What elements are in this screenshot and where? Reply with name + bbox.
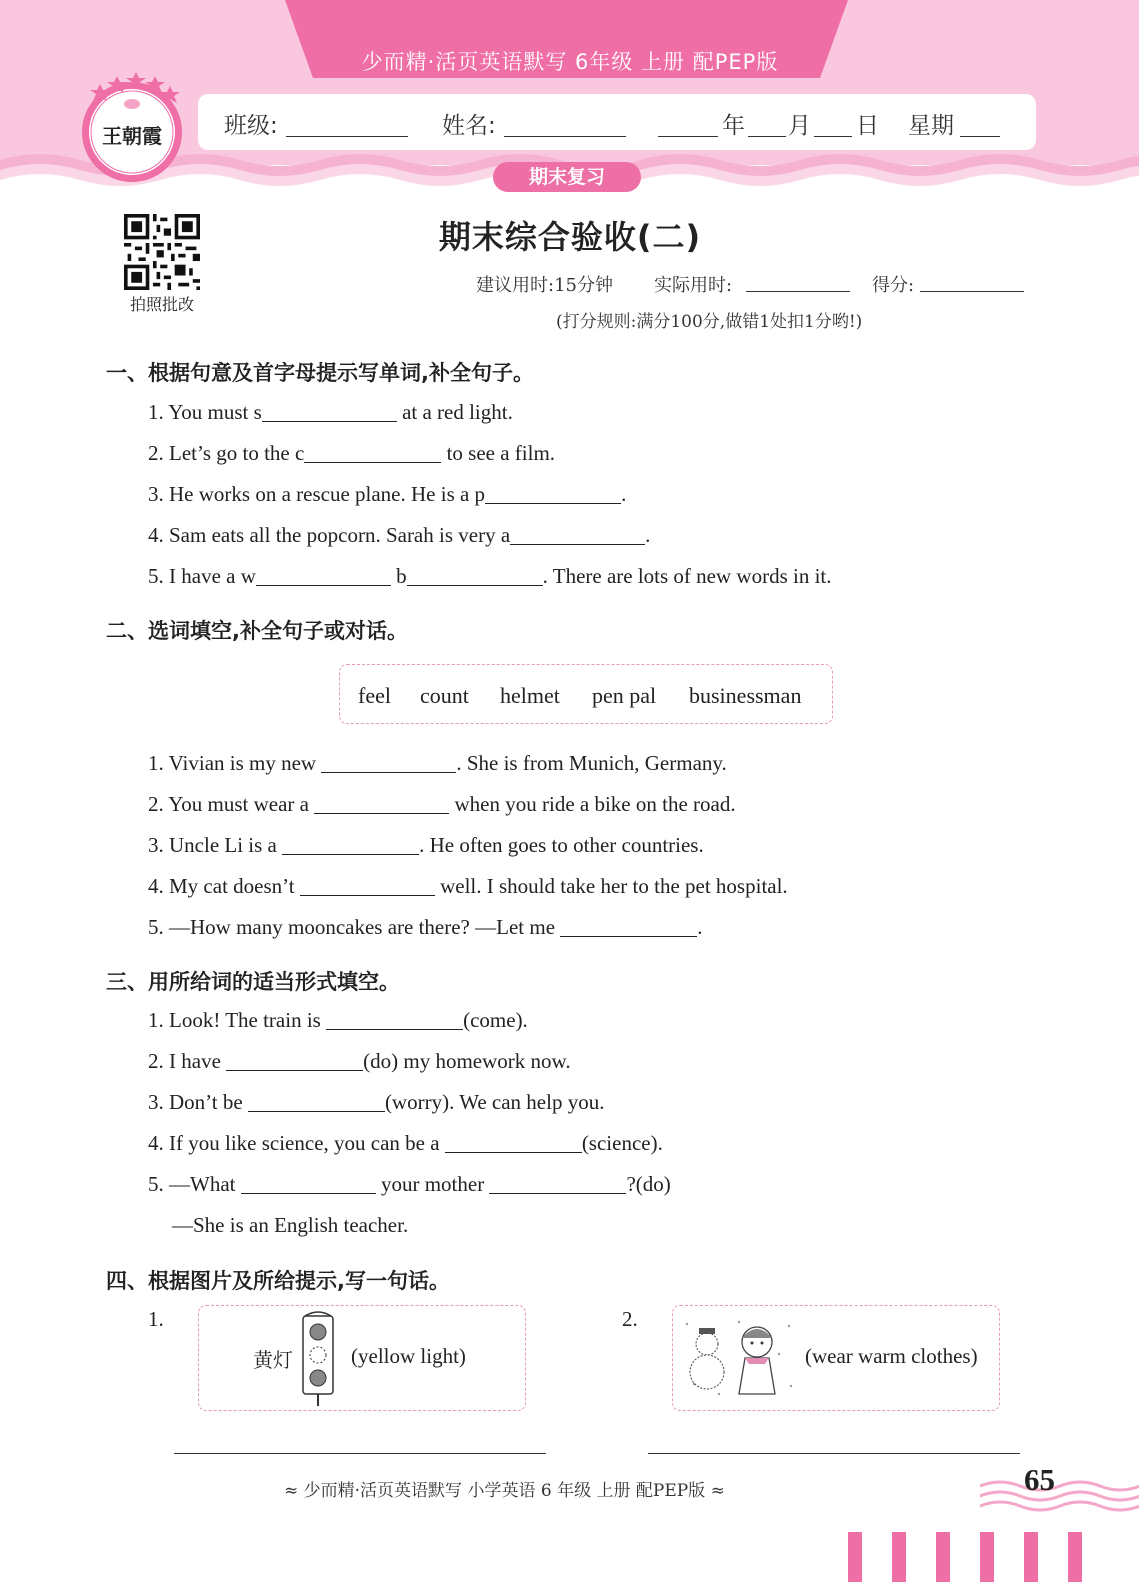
s3-question-5: 5. —What your mother ?(do)	[148, 1172, 671, 1196]
name-label: 姓名:	[442, 113, 496, 139]
s2-question-1: 1. Vivian is my new . She is from Munich, Germany.	[148, 751, 727, 775]
answer-blank[interactable]	[282, 834, 419, 855]
s3-question-1: 1. Look! The train is (come).	[148, 1008, 528, 1032]
weekday-label: 星期	[908, 113, 954, 139]
s3-question-4: 4. If you like science, you can be a (science).	[148, 1131, 663, 1155]
answer-blank[interactable]	[489, 1173, 626, 1194]
class-label: 班级:	[224, 113, 278, 139]
logo-text: 王朝霞	[102, 124, 162, 148]
qr-code-icon[interactable]	[124, 214, 200, 290]
student-info-bar	[198, 94, 1036, 150]
s4-number-2: 2.	[622, 1307, 638, 1331]
section4-heading: 四、根据图片及所给提示,写一句话。	[106, 1269, 450, 1293]
s4-number-1: 1.	[148, 1307, 164, 1331]
footer-wave-decoration	[980, 1466, 1139, 1514]
word-option: helmet	[500, 683, 560, 708]
picture-box-1	[198, 1305, 526, 1411]
answer-blank[interactable]	[241, 1173, 376, 1194]
suggested-time: 建议用时:15分钟	[476, 275, 613, 296]
answer-blank[interactable]	[304, 442, 441, 463]
book-title: 少而精·活页英语默写 6年级 上册 配PEP版	[361, 50, 779, 74]
class-field[interactable]	[286, 136, 408, 137]
answer-blank[interactable]	[485, 483, 621, 504]
s1-question-1: 1. You must s at a red light.	[148, 400, 513, 424]
picture-box-2	[672, 1305, 1000, 1411]
s2-question-5: 5. —How many mooncakes are there? —Let me .	[148, 915, 703, 939]
actual-time-field[interactable]	[746, 269, 850, 292]
answer-blank[interactable]	[262, 401, 397, 422]
answer-blank[interactable]	[321, 752, 456, 773]
year-field[interactable]	[658, 136, 718, 137]
section1-heading: 一、根据句意及首字母提示写单词,补全句子。	[106, 361, 534, 385]
s1-question-3: 3. He works on a rescue plane. He is a p .	[148, 482, 627, 506]
answer-line-2[interactable]	[648, 1453, 1020, 1454]
s3-question-3: 3. Don’t be (worry). We can help you.	[148, 1090, 605, 1114]
section-tab: 期末复习	[493, 162, 641, 192]
s2-question-2: 2. You must wear a when you ride a bike on the road.	[148, 792, 736, 816]
footer-stripes-decoration	[848, 1532, 1139, 1582]
answer-blank[interactable]	[248, 1091, 385, 1112]
answer-blank[interactable]	[300, 875, 435, 896]
s2-question-4: 4. My cat doesn’t well. I should take her to the pet hospital.	[148, 874, 788, 898]
s1-question-2: 2. Let’s go to the c to see a film.	[148, 441, 556, 465]
day-field[interactable]	[814, 136, 852, 137]
snowman-and-child-icon	[679, 1314, 801, 1404]
day-label: 日	[856, 113, 879, 139]
answer-blank[interactable]	[560, 916, 697, 937]
s1-question-5: 5. I have a w b . There are lots of new words in it.	[148, 564, 832, 588]
scoring-rule: (打分规则:满分100分,做错1处扣1分哟!)	[556, 312, 863, 332]
picture-hint: (yellow light)	[351, 1344, 466, 1368]
word-option: feel	[358, 683, 391, 708]
year-label: 年	[722, 113, 745, 139]
s1-question-4: 4. Sam eats all the popcorn. Sarah is very a .	[148, 523, 651, 547]
s2-question-3: 3. Uncle Li is a . He often goes to other countries.	[148, 833, 704, 857]
section2-heading: 二、选词填空,补全句子或对话。	[106, 619, 408, 643]
answer-blank[interactable]	[256, 565, 391, 586]
answer-blank[interactable]	[407, 565, 543, 586]
s3-question-5-answer: —She is an English teacher.	[172, 1213, 409, 1237]
picture-hint: (wear warm clothes)	[805, 1344, 978, 1368]
answer-blank[interactable]	[226, 1050, 363, 1071]
actual-time-label: 实际用时:	[654, 275, 733, 296]
weekday-field[interactable]	[960, 136, 1000, 137]
answer-line-1[interactable]	[174, 1453, 546, 1454]
word-bank	[339, 664, 833, 724]
month-field[interactable]	[748, 136, 786, 137]
picture-label: 黄灯	[253, 1348, 293, 1372]
page-number: 65	[1024, 1462, 1055, 1497]
answer-blank[interactable]	[510, 524, 645, 545]
answer-blank[interactable]	[314, 793, 449, 814]
word-option: pen pal	[592, 683, 657, 708]
s3-question-2: 2. I have (do) my homework now.	[148, 1049, 571, 1073]
traffic-light-icon	[301, 1310, 335, 1406]
month-label: 月	[788, 113, 811, 139]
word-option: count	[420, 683, 469, 708]
qr-label: 拍照批改	[129, 295, 194, 314]
answer-blank[interactable]	[326, 1009, 463, 1030]
word-option: businessman	[689, 683, 802, 708]
name-field[interactable]	[504, 136, 626, 137]
answer-blank[interactable]	[445, 1132, 582, 1153]
footer-text: ≈ 少而精·活页英语默写 小学英语 6 年级 上册 配PEP版 ≈	[284, 1481, 725, 1501]
score-field[interactable]	[920, 269, 1024, 292]
section3-heading: 三、用所给词的适当形式填空。	[106, 970, 400, 994]
score-label: 得分:	[872, 275, 915, 296]
exam-title: 期末综合验收(二)	[438, 218, 702, 256]
